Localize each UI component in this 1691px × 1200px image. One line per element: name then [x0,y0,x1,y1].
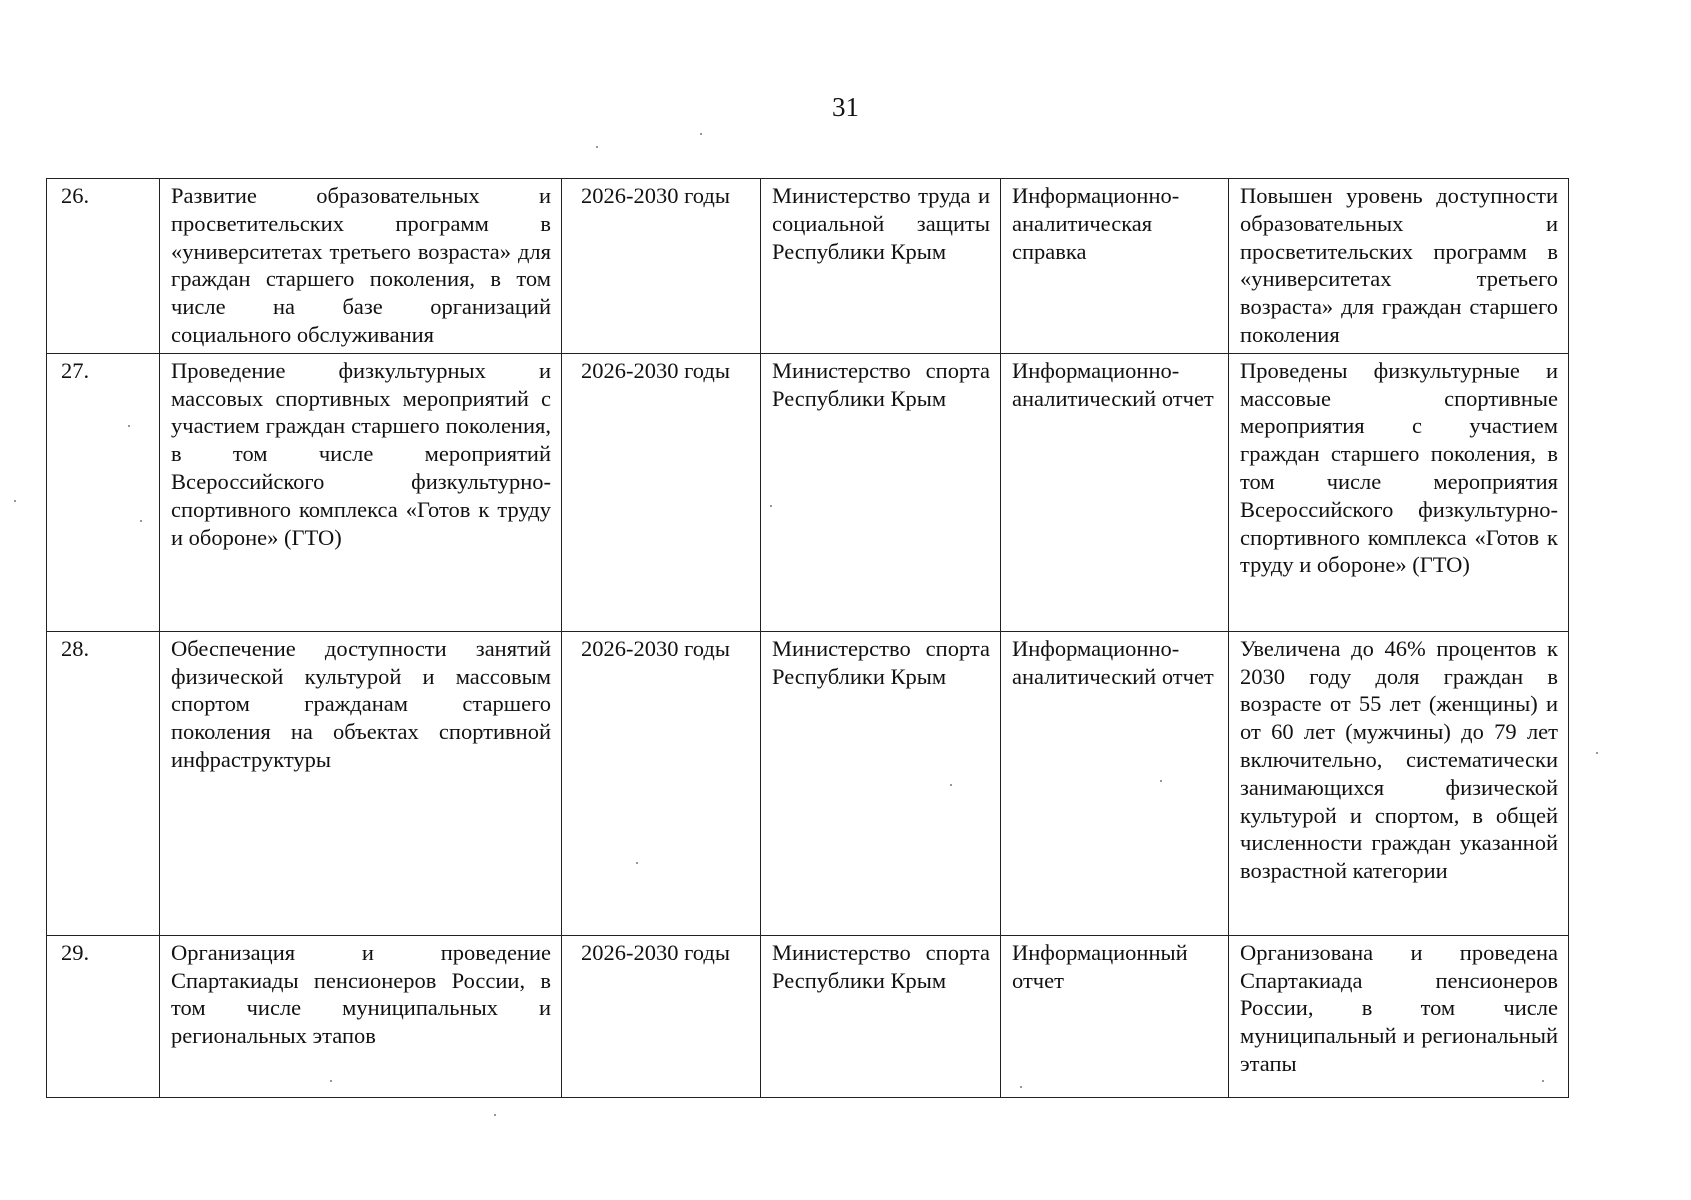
document-cell: Информационно-аналитический отчет [1001,631,1229,935]
scan-speck [636,862,638,864]
result-cell: Организована и проведена Спартакиада пенсионеров России, в том числе муниципальный и региональный этапы [1229,935,1569,1097]
scan-speck [770,505,772,507]
table-row [47,353,1569,631]
executor-cell: Министерство спорта Республики Крым [761,935,1001,1097]
row-number: 29. [47,935,160,1097]
table-row [47,935,1569,1097]
document-cell: Информационный отчет [1001,935,1229,1097]
scan-speck [700,133,702,135]
scan-speck [128,425,130,427]
term-cell: 2026-2030 годы [562,353,761,631]
scan-speck [1160,780,1162,782]
activity-cell: Развитие образовательных и просветительских программ в «университетах третьего возраста» для граждан старшего поколения, в том числе на базе организаций социального обслуживания [160,179,562,354]
scan-speck [950,784,952,786]
executor-cell: Министерство спорта Республики Крым [761,353,1001,631]
result-cell: Увеличена до 46% процентов к 2030 году доля граждан в возрасте от 55 лет (женщины) и от 60 лет (мужчины) до 79 лет включительно, систематически занимающихся физической культурой и спортом, в общей численности граждан указанной возрастной категории [1229,631,1569,935]
document-cell: Информационно-аналитическая справка [1001,179,1229,354]
scan-speck [1020,1086,1022,1088]
measures-table [46,178,1569,1098]
row-number: 27. [47,353,160,631]
term-cell: 2026-2030 годы [562,631,761,935]
scan-speck [140,520,142,522]
executor-cell: Министерство спорта Республики Крым [761,631,1001,935]
scan-speck [1596,752,1598,754]
activity-cell: Организация и проведение Спартакиады пенсионеров России, в том числе муниципальных и региональных этапов [160,935,562,1097]
table-row [47,179,1569,354]
document-cell: Информационно-аналитический отчет [1001,353,1229,631]
executor-cell: Министерство труда и социальной защиты Республики Крым [761,179,1001,354]
row-number: 26. [47,179,160,354]
scan-speck [494,1114,496,1116]
term-cell: 2026-2030 годы [562,179,761,354]
result-cell: Повышен уровень доступности образовательных и просветительских программ в «университетах третьего возраста» для граждан старшего поколения [1229,179,1569,354]
row-number: 28. [47,631,160,935]
result-cell: Проведены физкультурные и массовые спортивные мероприятия с участием граждан старшего поколения, в том числе мероприятия Всероссийского физкультурно-спортивного комплекса «Готов к труду и обороне» (ГТО) [1229,353,1569,631]
scan-speck [596,146,598,148]
scan-speck [330,1080,332,1082]
table-row [47,631,1569,935]
scan-speck [1542,1080,1544,1082]
page-number: 31 [832,92,859,122]
term-cell: 2026-2030 годы [562,935,761,1097]
scan-speck [14,500,16,502]
activity-cell: Проведение физкультурных и массовых спортивных мероприятий с участием граждан старшего поколения, в том числе мероприятий Всероссийского физкультурно-спортивного комплекса «Готов к труду и обороне» (ГТО) [160,353,562,631]
activity-cell: Обеспечение доступности занятий физической культурой и массовым спортом гражданам старшего поколения на объектах спортивной инфраструктуры [160,631,562,935]
